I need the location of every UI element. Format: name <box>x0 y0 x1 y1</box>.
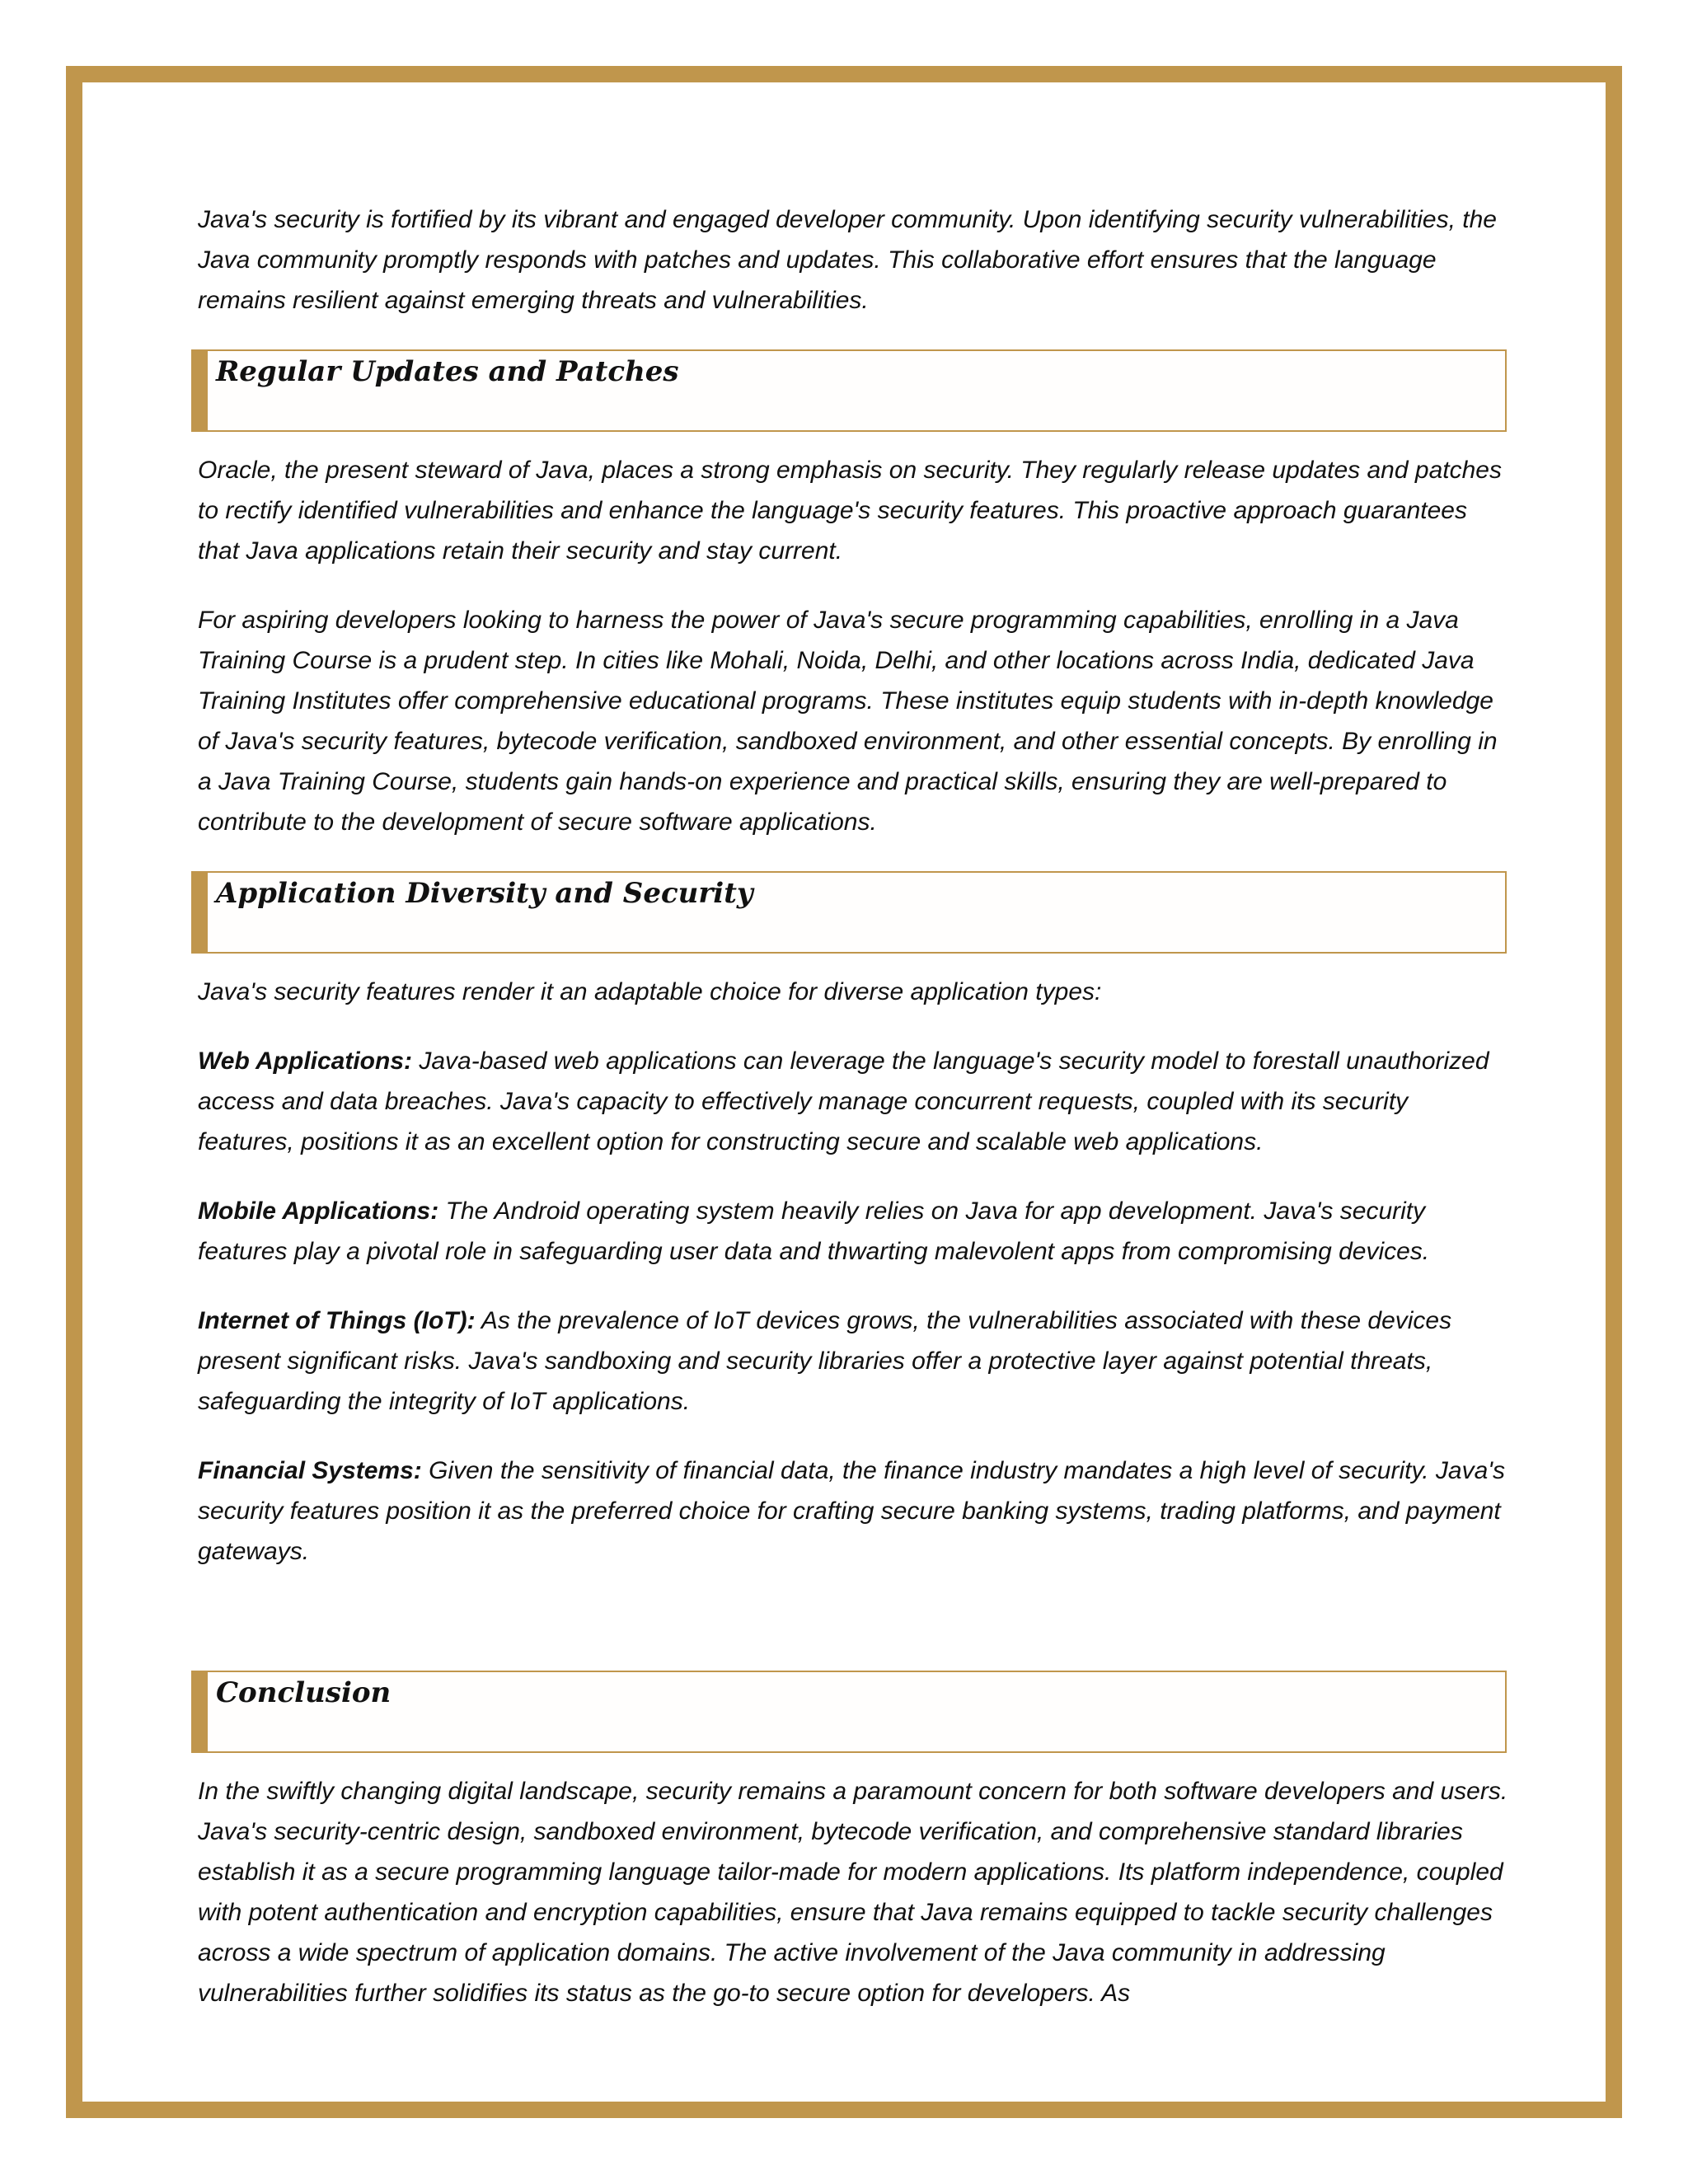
item-text: Java-based web applications can leverage the language's security model to forestall unauthorized access and data breaches. Java's capacity to effectively manage concurrent requests, coupled with its security features, positions it as an excellent option for constructing secure and scalable web applications. <box>198 1047 1489 1155</box>
item-text: Given the sensitivity of financial data, the finance industry mandates a high level of security. Java's security features position it as the preferred choice for crafting secure banking systems, trading platforms, and payment gateways. <box>198 1457 1505 1565</box>
section-heading-conclusion <box>191 1671 1507 1753</box>
list-item-web <box>198 1041 1510 1162</box>
section-heading-updates-text: Regular Updates and Patches <box>216 355 679 388</box>
updates-paragraph-2: For aspiring developers looking to harness the power of Java's secure programming capabilities, enrolling in a Java Training Course is a prudent step. In cities like Mohali, Noida, Delhi, and other locations across India, dedicated Java Training Institutes offer comprehensive educational programs. These institutes equip students with in-depth knowledge of Java's security features, bytecode verification, sandboxed environment, and other essential concepts. By enrolling in a Java Training Course, students gain hands-on experience and practical skills, ensuring they are well-prepared to contribute to the development of secure software applications. <box>198 607 1498 836</box>
item-text: The Android operating system heavily relies on Java for app development. Java's security features play a pivotal role in safeguarding user data and thwarting malevolent apps from compromising devices. <box>198 1197 1430 1265</box>
item-text: As the prevalence of IoT devices grows, the vulnerabilities associated with these devices present significant risks. Java's sandboxing and security libraries offer a protective layer against potential threats, safeguarding the integrity of IoT applications. <box>198 1307 1452 1415</box>
section-heading-diversity <box>191 871 1507 954</box>
conclusion-paragraph: In the swiftly changing digital landscape, security remains a paramount concern for both software developers and users. Java's security-centric design, sandboxed environment, bytecode verification, and comprehensive standard libraries establish it as a secure programming language tailor-made for modern applications. Its platform independence, coupled with potent authentication and encryption capabilities, ensure that Java remains equipped to tackle security challenges across a wide spectrum of application domains. The active involvement of the Java community in addressing vulnerabilities further solidifies its status as the go-to secure option for developers. As <box>198 1778 1508 2007</box>
document-body <box>198 199 1510 2013</box>
item-label: Internet of Things (IoT): <box>198 1307 476 1334</box>
diversity-intro: Java's security features render it an adaptable choice for diverse application types: <box>198 978 1102 1005</box>
updates-paragraph-1: Oracle, the present steward of Java, places a strong emphasis on security. They regularly release updates and patches to rectify identified vulnerabilities and enhance the language's security features. This proactive approach guarantees that Java applications retain their security and stay current. <box>198 457 1502 565</box>
section-heading-conclusion-text: Conclusion <box>216 1676 392 1709</box>
list-item-financial <box>198 1451 1510 1572</box>
item-label: Web Applications: <box>198 1047 413 1075</box>
item-label: Mobile Applications: <box>198 1197 439 1225</box>
list-item-iot <box>198 1301 1510 1422</box>
section-heading-diversity-text: Application Diversity and Security <box>216 877 753 910</box>
section-heading-updates <box>191 349 1507 432</box>
intro-paragraph: Java's security is fortified by its vibrant and engaged developer community. Upon identifying security vulnerabilities, the Java community promptly responds with patches and updates. This collaborative effort ensures that the language remains resilient against emerging threats and vulnerabilities. <box>198 206 1497 314</box>
list-item-mobile <box>198 1191 1510 1272</box>
item-label: Financial Systems: <box>198 1457 422 1484</box>
